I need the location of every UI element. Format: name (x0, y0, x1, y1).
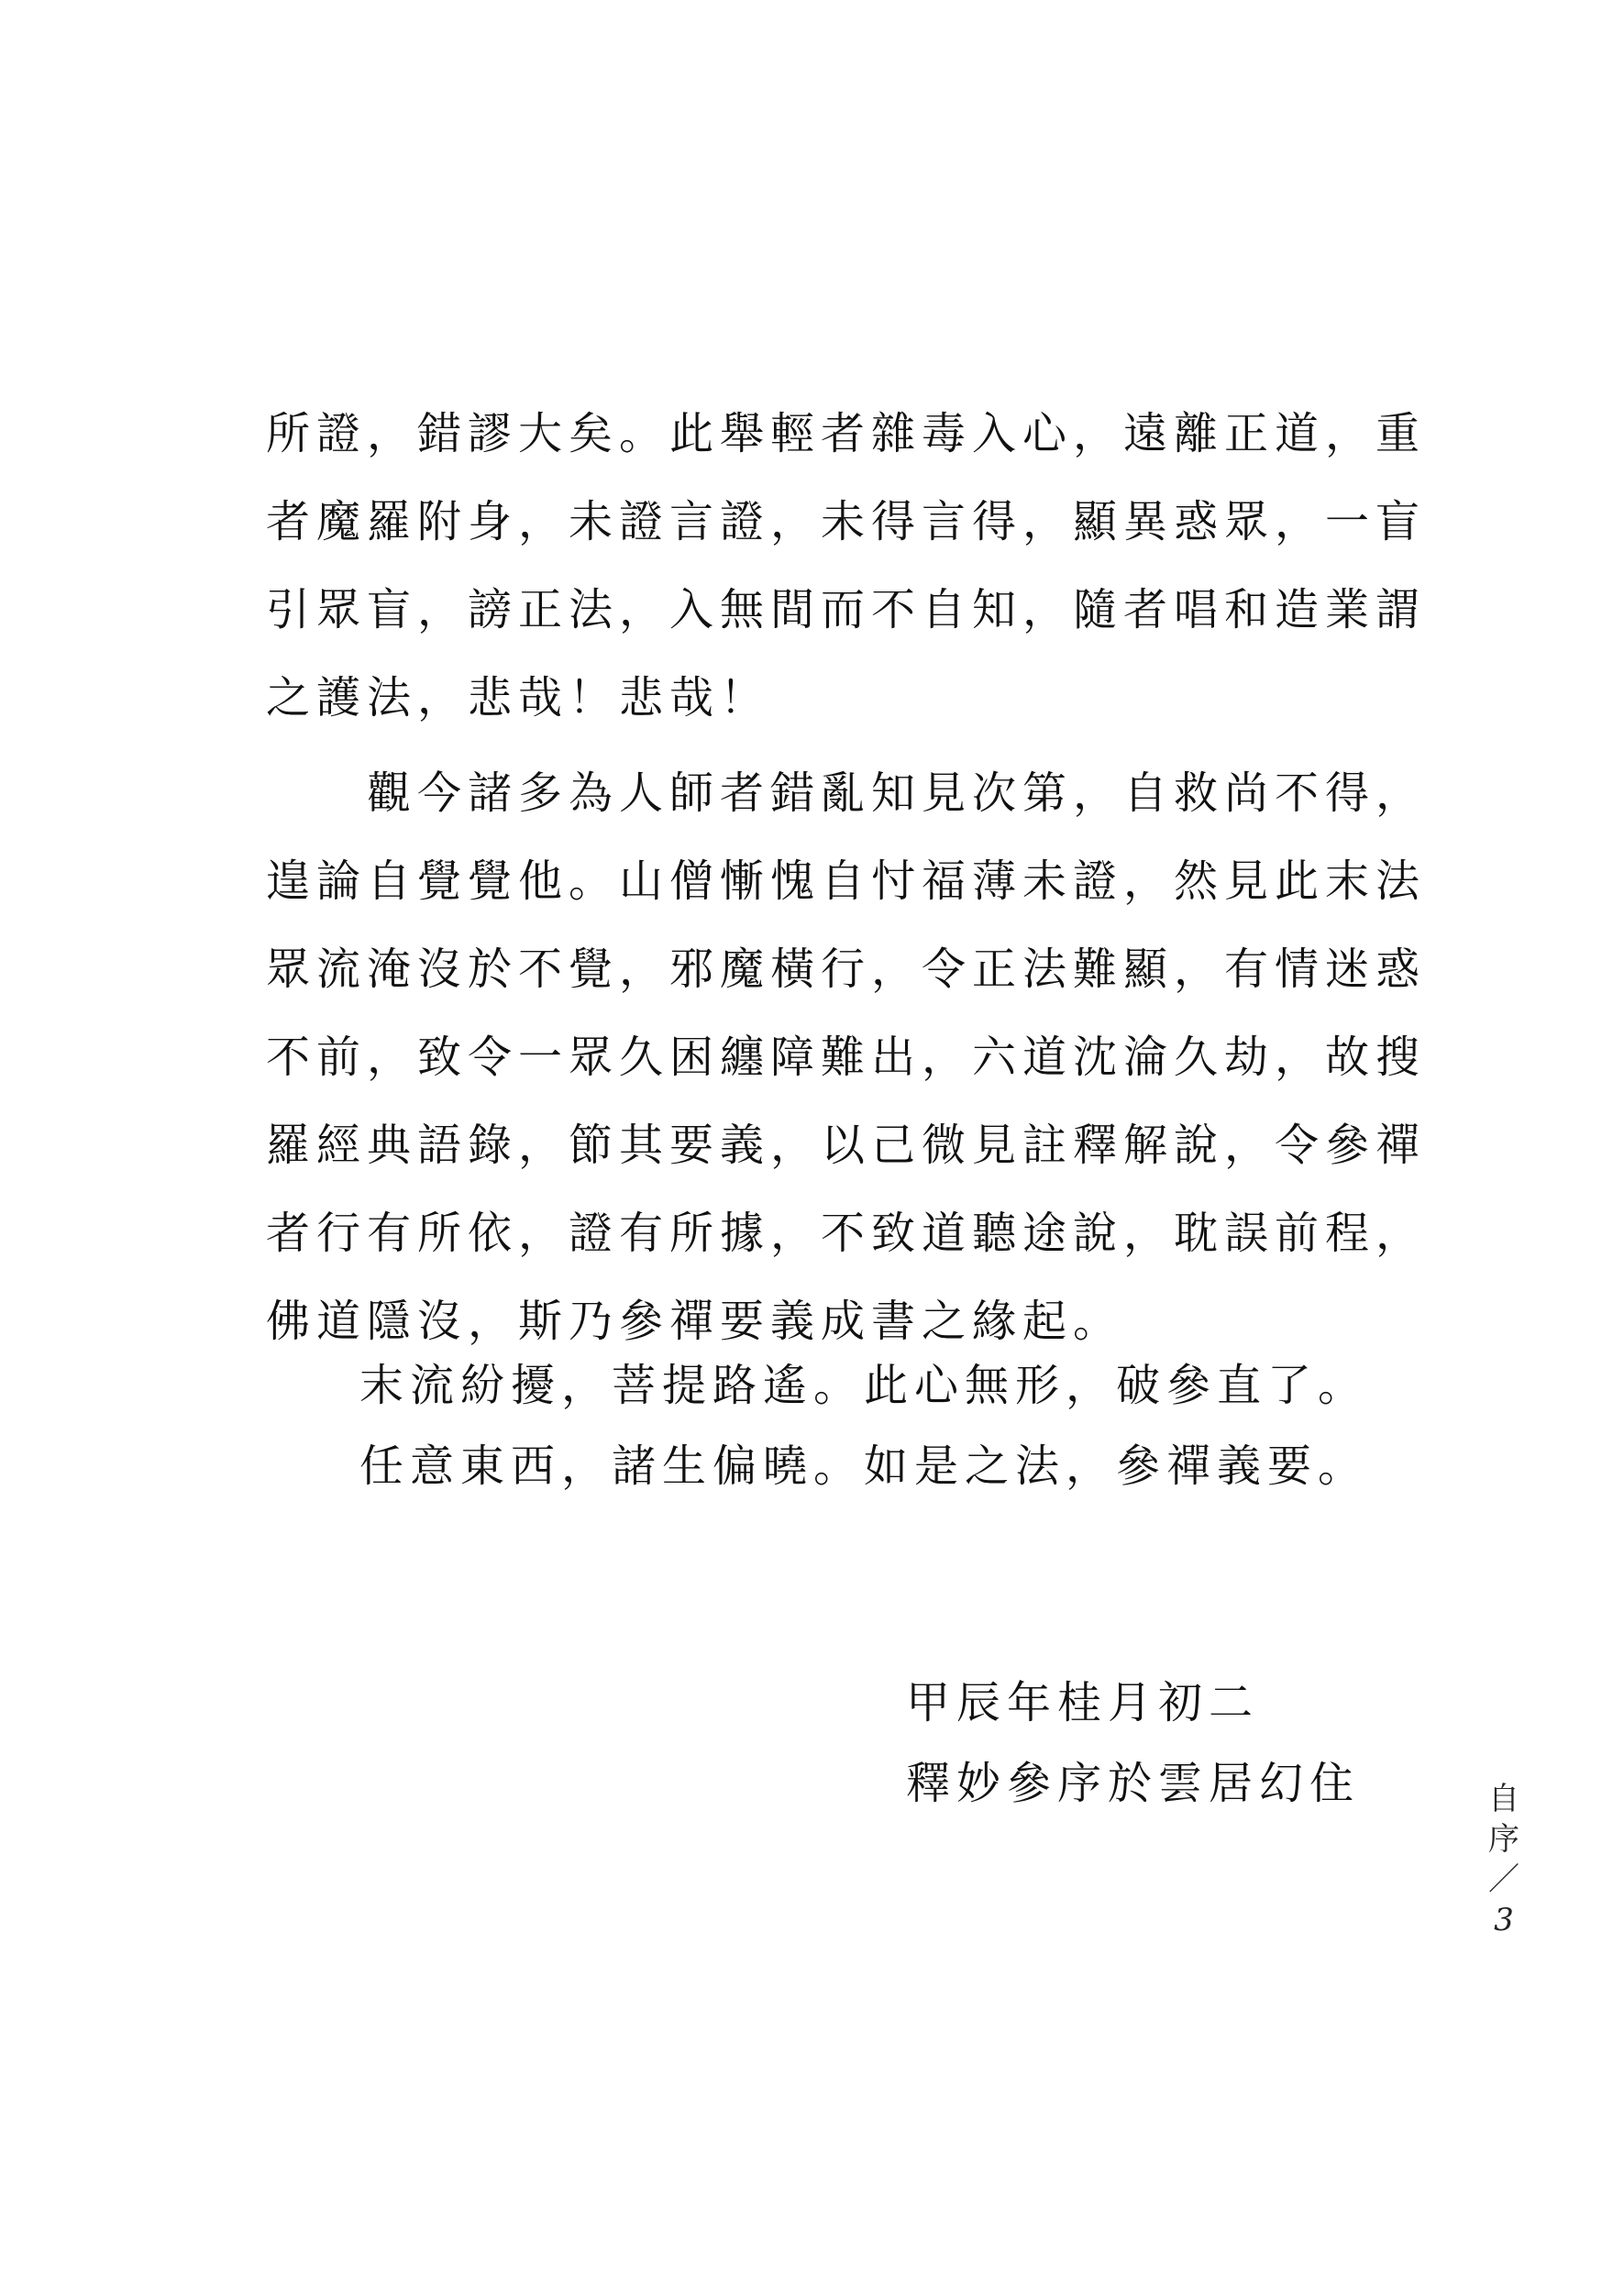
section-label-char: 序 (1488, 1821, 1519, 1858)
signature-author: 釋妙參序於雲居幻住 (906, 1758, 1361, 1809)
text-line: 者行有所依，證有所據，不致道聽途說，耽誤前程， (266, 1208, 1427, 1259)
text-line: 觀今諸多為人師者錯亂知見次第，自救尚不得， (266, 767, 1427, 819)
separator-slash: ／ (1488, 1861, 1519, 1898)
text-line: 眾流淹沒於不覺，邪魔橫行，令正法難顯，有情迷惑 (266, 944, 1427, 995)
verse-line: 末流紛擾，菩提路遙。此心無形，破參直了。 (359, 1360, 1369, 1411)
text-line: 之護法，悲哉！悲哉！ (266, 672, 771, 723)
verse (359, 1345, 1423, 1507)
text-line: 所證，錯謬大矣。此舉輕者雜毒入心，遠離正道，重 (266, 408, 1427, 459)
paragraph-2 (266, 749, 1427, 1365)
text-line: 引眾盲，謗正法，入無間而不自知，隨者唱和造業謂 (266, 584, 1427, 635)
running-footer (1481, 1779, 1527, 1940)
signature-date: 甲辰年桂月初二 (906, 1677, 1260, 1728)
text-line: 羅經典語錄，節其要義，以己微見註釋解說，令參禪 (266, 1120, 1427, 1171)
page-number: 3 (1494, 1902, 1514, 1938)
text-line: 遑論自覺覺他。山僧慚愧自忖福薄未證，然見此末法 (266, 856, 1427, 907)
paragraph-1 (266, 390, 1427, 742)
signature-block (906, 1662, 1360, 1824)
text-line: 者魔羅附身，未證言證，未得言得，顯異惑眾，一盲 (266, 496, 1427, 547)
text-line: 佛道隱沒，斯乃參禪要義成書之緣起。 (266, 1296, 1124, 1347)
section-label-char: 自 (1488, 1781, 1519, 1817)
verse-line: 任意東西，諸生偏曉。如是之法，參禪義要。 (359, 1441, 1369, 1492)
text-line: 不前，致令一眾久困纏障難出，六道沈淪久劫，故搜 (266, 1032, 1427, 1083)
